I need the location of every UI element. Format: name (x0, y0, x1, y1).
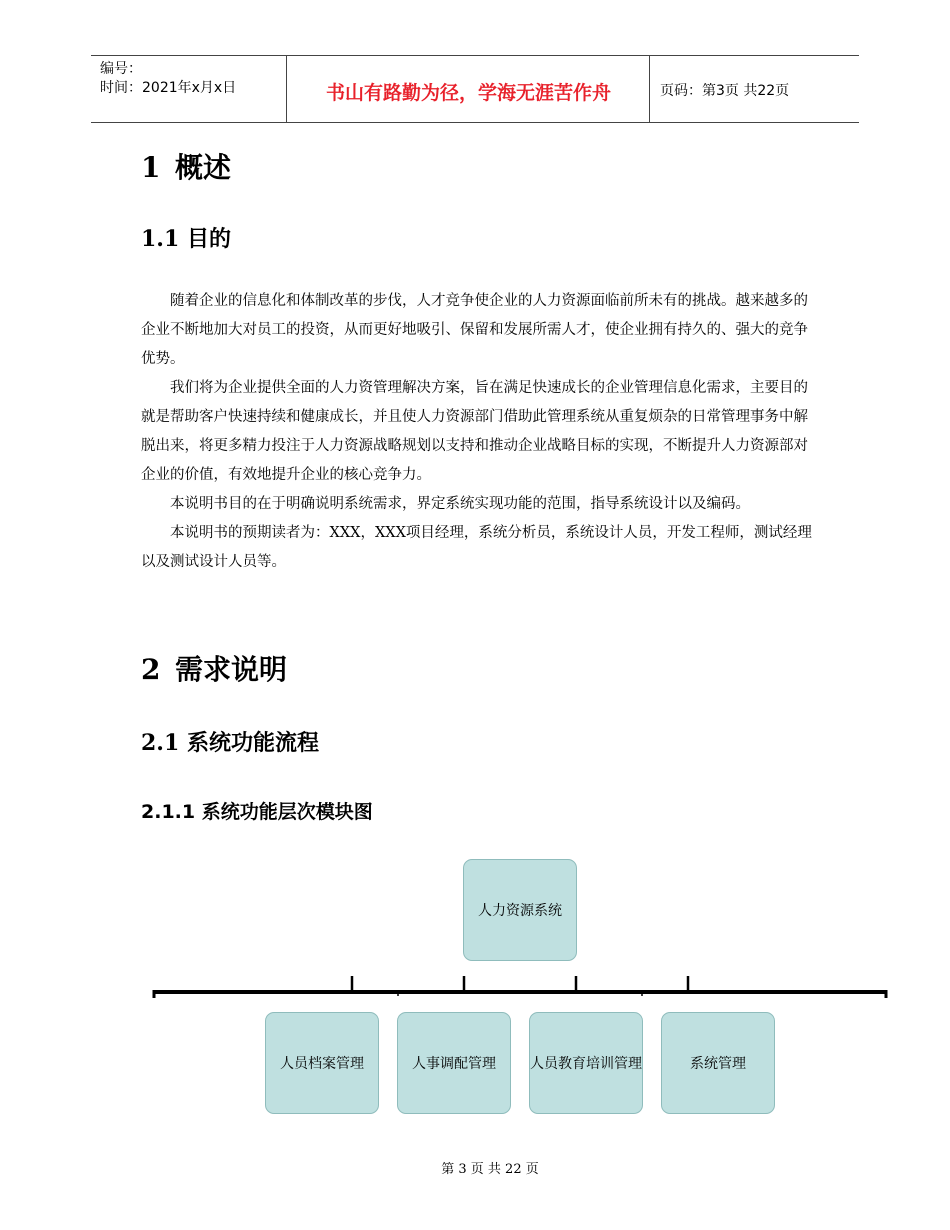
heading-title: 需求说明 (175, 653, 288, 686)
header-motto: 书山有路勤为径，学海无涯苦作舟 (325, 82, 611, 104)
heading-number: 1 (141, 151, 161, 184)
heading-number: 2.1 (141, 730, 180, 756)
document-date-label: 时间：2021年x月x日 (100, 80, 237, 96)
org-chart-child-box: 人员教育培训管理 (529, 1012, 643, 1114)
heading-module-diagram: 2.1.1 系统功能层次模块图 (141, 801, 373, 823)
paragraph: 我们将为企业提供全面的人力资管理解决方案，旨在满足快速成长的企业管理信息化需求，主要目的就是帮助客户快速持续和健康成长，并且使人力资源部门借助此管理系统从重复烦杂的日常管理事务中解脱出来，将更多精力投注于人力资源战略规划以支持和推动企业战略目标的实现，不断提升人力资源部对企业的价值，有效地提升企业的核心竞争力。 (141, 380, 808, 483)
heading-number: 1.1 (141, 226, 180, 252)
heading-title: 系统功能流程 (187, 731, 320, 756)
paragraph: 随着企业的信息化和体制改革的步伐，人才竞争使企业的人力资源面临前所未有的挑战。越来越多的企业不断地加大对员工的投资，从而更好地吸引、保留和发展所需人才，使企业拥有持久的、强大的竞争优势。 (141, 293, 808, 367)
header-page-info: 页码：第3页 共22页 (660, 83, 790, 99)
paragraph: 本说明书目的在于明确说明系统需求，界定系统实现功能的范围，指导系统设计以及编码。 (170, 496, 750, 512)
heading-title: 目的 (187, 227, 232, 252)
paragraph: 本说明书的预期读者为：XXX，XXX项目经理，系统分析员，系统设计人员，开发工程师，测试经理以及测试设计人员等。 (141, 525, 812, 570)
org-chart-root-box: 人力资源系统 (463, 859, 577, 961)
heading-number: 2 (141, 653, 161, 686)
page-footer: 第 3 页 共 22 页 (441, 1162, 539, 1177)
org-chart-child-box: 人员档案管理 (265, 1012, 379, 1114)
org-chart-child-box: 系统管理 (661, 1012, 775, 1114)
heading-title: 概述 (175, 151, 232, 184)
document-number-label: 编号： (100, 61, 142, 77)
org-chart-child-box: 人事调配管理 (397, 1012, 511, 1114)
